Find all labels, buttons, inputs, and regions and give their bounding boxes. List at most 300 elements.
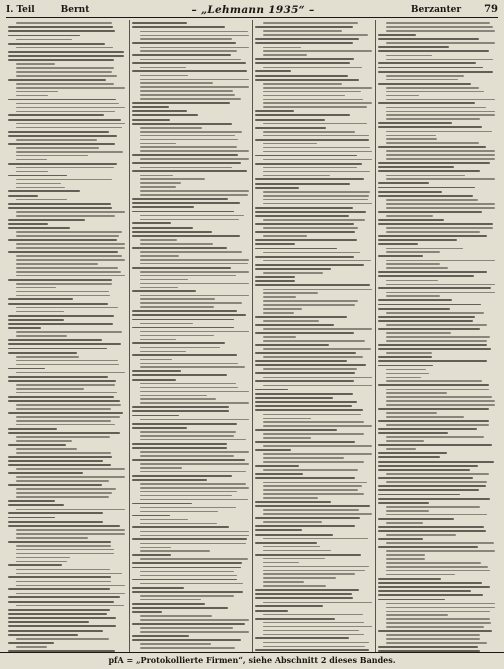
entry-text-line	[132, 526, 229, 528]
entry-text-line	[378, 586, 490, 588]
entry-text-line	[255, 284, 370, 286]
entry-text-line	[255, 207, 353, 209]
entry-text-line	[16, 448, 77, 450]
entry-text-line	[386, 510, 429, 512]
entry-text-line	[378, 320, 473, 322]
entry-text-line	[378, 477, 473, 479]
entry-text-line	[255, 280, 295, 282]
entry-text-line	[386, 107, 486, 109]
entry-text-line	[16, 533, 125, 535]
entry-text-line	[263, 34, 368, 36]
entry-text-line	[255, 449, 291, 451]
entry-text-line	[378, 485, 486, 487]
entry-text-line	[378, 304, 481, 306]
entry-text-line	[255, 344, 329, 346]
entry-text-line	[8, 30, 115, 32]
entry-text-line	[255, 110, 294, 112]
entry-text-line	[8, 239, 117, 241]
entry-text-line	[386, 574, 455, 576]
entry-text-line	[386, 340, 487, 342]
entry-text-line	[386, 642, 487, 644]
entry-text-line	[263, 328, 372, 330]
entry-text-line	[16, 307, 118, 309]
entry-text-line	[140, 571, 234, 573]
entry-text-line	[8, 219, 85, 221]
column-3	[252, 20, 375, 653]
entry-text-line	[386, 332, 451, 334]
entry-text-line	[386, 611, 490, 613]
entry-text-line	[386, 199, 478, 201]
entry-text-line	[386, 392, 447, 394]
entry-text-line	[8, 630, 103, 632]
entry-text-line	[378, 71, 493, 73]
entry-text-line	[140, 543, 246, 545]
entry-text-line	[386, 231, 480, 233]
entry-text-line	[16, 147, 99, 149]
entry-text-line	[255, 211, 366, 213]
entry-text-line	[140, 283, 249, 285]
entry-text-line	[263, 585, 326, 587]
entry-text-line	[386, 135, 436, 137]
entry-text-line	[255, 352, 356, 354]
entry-text-line	[255, 114, 350, 116]
entry-text-line	[255, 597, 353, 599]
entry-text-line	[263, 421, 364, 423]
entry-text-line	[263, 469, 358, 471]
entry-text-line	[140, 190, 249, 192]
entry-text-line	[378, 469, 470, 471]
entry-text-line	[132, 319, 234, 321]
entry-text-line	[263, 614, 363, 616]
entry-text-line	[263, 414, 361, 416]
entry-text-line	[140, 347, 220, 349]
entry-text-line	[378, 299, 452, 301]
entry-text-line	[386, 638, 480, 640]
entry-text-line	[140, 507, 236, 509]
entry-text-line	[378, 582, 482, 584]
entry-text-line	[140, 387, 238, 389]
entry-text-line	[8, 279, 112, 281]
entry-text-line	[8, 625, 116, 627]
entry-text-line	[263, 308, 302, 310]
entry-text-line	[16, 71, 112, 73]
entry-text-line	[378, 62, 476, 64]
entry-text-line	[140, 439, 246, 441]
entry-text-line	[378, 599, 445, 601]
entry-text-line	[255, 429, 337, 431]
entry-text-line	[386, 634, 480, 636]
entry-text-line	[8, 621, 89, 623]
entry-text-line	[132, 54, 231, 56]
entry-text-line	[140, 558, 248, 560]
entry-text-line	[263, 630, 359, 632]
entry-text-line	[386, 203, 495, 205]
column-2	[129, 20, 252, 653]
entry-text-line	[386, 622, 491, 624]
entry-text-line	[16, 331, 122, 333]
entry-text-line	[132, 42, 236, 44]
entry-text-line	[16, 537, 88, 539]
entry-text-line	[263, 453, 372, 455]
entry-text-line	[16, 452, 111, 454]
entry-text-line	[16, 283, 112, 285]
entry-text-line	[16, 187, 65, 189]
entry-text-line	[8, 525, 120, 527]
entry-text-line	[132, 406, 229, 408]
entry-text-line	[16, 440, 72, 442]
entry-text-line	[386, 207, 495, 209]
entry-text-line	[16, 263, 98, 265]
entry-text-line	[140, 135, 235, 137]
entry-text-line	[255, 372, 355, 374]
entry-text-line	[386, 55, 432, 57]
entry-text-line	[16, 364, 119, 366]
entry-text-line	[263, 573, 355, 575]
entry-text-line	[255, 465, 299, 467]
entry-text-line	[140, 182, 181, 184]
entry-text-line	[16, 480, 109, 482]
entry-text-line	[140, 239, 177, 241]
entry-text-line	[386, 79, 458, 81]
entry-text-line	[255, 525, 355, 527]
entry-text-line	[263, 159, 372, 161]
entry-text-line	[255, 360, 347, 362]
entry-text-line	[16, 123, 125, 125]
entry-text-line	[378, 630, 492, 632]
entry-text-line	[263, 30, 342, 32]
entry-text-line	[16, 424, 115, 426]
entry-text-line	[378, 182, 429, 184]
entry-text-line	[386, 26, 493, 28]
entry-text-line	[386, 396, 492, 398]
entry-text-line	[255, 256, 354, 258]
entry-text-line	[140, 287, 178, 289]
entry-text-line	[263, 300, 358, 302]
entry-text-line	[132, 227, 193, 229]
entry-text-line	[140, 615, 212, 617]
entry-text-line	[16, 155, 88, 157]
entry-text-line	[132, 22, 187, 24]
entry-text-line	[16, 638, 109, 640]
entry-text-line	[132, 562, 242, 564]
entry-text-line	[132, 114, 198, 116]
entry-text-line	[8, 588, 110, 590]
entry-text-line	[255, 119, 325, 121]
entry-text-line	[140, 219, 239, 221]
entry-text-line	[140, 471, 246, 473]
entry-text-line	[386, 570, 490, 572]
entry-text-line	[263, 151, 372, 153]
entry-text-line	[378, 223, 493, 225]
entry-text-line	[386, 603, 495, 605]
entry-text-line	[263, 497, 318, 499]
column-4	[375, 20, 498, 653]
entry-text-line	[255, 231, 355, 233]
entry-text-line	[16, 171, 48, 173]
entry-text-line	[8, 564, 62, 566]
entry-text-line	[8, 43, 105, 45]
entry-text-line	[140, 323, 193, 325]
entry-text-line	[140, 451, 249, 453]
entry-text-line	[263, 304, 355, 306]
entry-text-line	[132, 70, 247, 72]
entry-text-line	[140, 35, 249, 37]
entry-text-line	[255, 332, 354, 334]
entry-text-line	[132, 591, 243, 593]
entry-text-line	[378, 211, 482, 213]
entry-text-line	[255, 554, 361, 556]
entry-text-line	[263, 368, 357, 370]
entry-text-line	[263, 191, 370, 193]
entry-text-line	[140, 215, 244, 217]
entry-text-line	[140, 627, 233, 629]
entry-text-line	[378, 122, 452, 124]
entry-text-line	[140, 599, 201, 601]
entry-text-line	[263, 602, 372, 604]
entry-text-line	[140, 398, 216, 400]
page-header	[6, 4, 498, 16]
entry-text-line	[132, 370, 181, 372]
entry-text-line	[8, 303, 108, 305]
entry-text-line	[255, 155, 357, 157]
entry-text-line	[263, 289, 372, 291]
entry-text-line	[8, 613, 107, 615]
entry-text-line	[263, 272, 323, 274]
entry-text-line	[386, 260, 495, 262]
entry-text-line	[132, 211, 234, 213]
entry-text-line	[16, 408, 111, 410]
entry-text-line	[132, 123, 232, 125]
entry-text-line	[386, 154, 495, 156]
entry-text-line	[140, 391, 249, 393]
entry-text-line	[386, 389, 489, 391]
entry-text-line	[386, 400, 495, 402]
entry-text-line	[255, 324, 334, 326]
entry-text-line	[386, 522, 423, 524]
right-running-head: Berzanter	[410, 5, 462, 15]
entry-text-line	[378, 518, 454, 520]
entry-text-line	[140, 127, 202, 129]
entry-text-line	[16, 553, 114, 555]
entry-text-line	[255, 517, 360, 519]
entry-text-line	[378, 348, 491, 350]
entry-text-line	[132, 102, 230, 104]
entry-text-line	[132, 314, 246, 316]
entry-text-line	[263, 22, 358, 24]
entry-text-line	[386, 284, 495, 286]
entry-text-line	[255, 38, 359, 40]
entry-text-line	[16, 179, 112, 181]
page-footer: pfA = „Protokollierte Firmen“, siehe Abschnitt 2 dieses Bandes.	[0, 652, 504, 667]
entry-text-line	[8, 51, 124, 53]
entry-text-line	[386, 30, 495, 32]
entry-text-line	[132, 374, 227, 376]
entry-text-line	[16, 557, 70, 559]
entry-text-line	[386, 295, 440, 297]
entry-text-line	[140, 402, 249, 404]
entry-text-line	[386, 566, 488, 568]
entry-text-line	[378, 255, 423, 257]
entry-text-line	[263, 425, 372, 427]
entry-text-line	[140, 463, 249, 465]
entry-text-line	[8, 456, 112, 458]
entry-text-line	[8, 601, 114, 603]
entry-text-line	[255, 316, 347, 318]
entry-text-line	[16, 561, 67, 563]
entry-text-line	[255, 183, 350, 185]
entry-text-line	[263, 292, 318, 294]
entry-text-line	[255, 58, 354, 60]
entry-text-line	[140, 595, 234, 597]
entry-text-line	[140, 275, 236, 277]
entry-text-line	[263, 385, 372, 387]
entry-text-line	[132, 310, 237, 312]
entry-text-line	[378, 83, 471, 85]
entry-text-line	[16, 372, 125, 374]
entry-text-line	[140, 575, 237, 577]
entry-text-line	[378, 465, 478, 467]
entry-text-line	[378, 365, 433, 367]
entry-text-line	[8, 396, 114, 398]
entry-text-line	[386, 562, 481, 564]
entry-text-line	[263, 167, 357, 169]
entry-text-line	[16, 335, 67, 337]
page-title: – „Lehmann 1935“ –	[191, 4, 315, 16]
entry-text-line	[378, 166, 454, 168]
entry-text-line	[378, 170, 480, 172]
entry-text-line	[140, 583, 243, 585]
entry-text-line	[132, 342, 225, 344]
entry-text-line	[132, 515, 170, 517]
entry-text-line	[140, 167, 232, 169]
entry-text-line	[132, 538, 247, 540]
entry-text-line	[255, 70, 291, 72]
entry-text-line	[8, 319, 64, 321]
entry-text-line	[263, 445, 372, 447]
entry-text-line	[132, 587, 184, 589]
entry-text-line	[140, 31, 248, 33]
entry-text-line	[378, 356, 432, 358]
entry-text-line	[140, 419, 249, 421]
entry-text-line	[263, 131, 355, 133]
entry-text-line	[386, 558, 425, 560]
entry-text-line	[378, 546, 478, 548]
entry-text-line	[378, 243, 418, 245]
entry-text-line	[263, 50, 372, 52]
entry-text-line	[386, 380, 482, 382]
entry-text-line	[386, 554, 425, 556]
entry-text-line	[386, 626, 484, 628]
entry-text-line	[16, 605, 124, 607]
entry-text-line	[8, 617, 116, 619]
entry-text-line	[378, 494, 460, 496]
entry-text-line	[255, 505, 370, 507]
entry-text-line	[263, 312, 294, 314]
entry-columns	[6, 20, 498, 653]
entry-text-line	[8, 368, 45, 370]
entry-text-line	[386, 178, 495, 180]
entry-text-line	[16, 573, 122, 575]
entry-text-line	[386, 131, 492, 133]
entry-text-line	[255, 637, 349, 639]
entry-text-line	[16, 159, 47, 161]
entry-text-line	[386, 618, 490, 620]
entry-text-line	[140, 519, 188, 521]
entry-text-line	[378, 594, 483, 596]
entry-text-line	[140, 643, 211, 645]
entry-text-line	[16, 22, 112, 24]
entry-text-line	[132, 639, 241, 641]
entry-text-line	[132, 327, 234, 329]
entry-text-line	[255, 397, 333, 399]
entry-text-line	[378, 452, 447, 454]
entry-text-line	[132, 290, 196, 292]
entry-text-line	[16, 545, 111, 547]
entry-text-line	[132, 198, 228, 200]
entry-text-line	[386, 448, 416, 450]
entry-text-line	[8, 99, 116, 101]
entry-text-line	[16, 67, 114, 69]
entry-text-line	[8, 348, 107, 350]
entry-text-line	[8, 227, 70, 229]
entry-text-line	[386, 292, 495, 294]
entry-text-line	[255, 380, 354, 382]
entry-text-line	[378, 67, 483, 69]
entry-text-line	[255, 75, 348, 77]
entry-text-line	[132, 222, 171, 224]
entry-text-line	[16, 167, 114, 169]
entry-text-line	[386, 607, 495, 609]
entry-text-line	[386, 87, 479, 89]
entry-text-line	[263, 123, 367, 125]
entry-text-line	[140, 38, 232, 40]
entry-text-line	[140, 351, 186, 353]
entry-text-line	[255, 441, 355, 443]
entry-text-line	[132, 154, 238, 156]
entry-text-line	[378, 432, 448, 434]
entry-text-line	[8, 412, 123, 414]
entry-text-line	[386, 59, 493, 61]
entry-text-line	[16, 255, 122, 257]
entry-text-line	[140, 47, 249, 49]
entry-text-line	[8, 343, 121, 345]
entry-text-line	[132, 415, 179, 417]
entry-text-line	[140, 259, 249, 261]
entry-text-line	[263, 106, 367, 108]
entry-text-line	[386, 550, 495, 552]
entry-text-line	[8, 428, 57, 430]
entry-text-line	[16, 183, 61, 185]
entry-text-line	[16, 107, 125, 109]
entry-text-line	[140, 298, 215, 300]
entry-text-line	[140, 359, 172, 361]
entry-text-line	[263, 521, 322, 523]
entry-text-line	[140, 335, 214, 337]
entry-text-line	[386, 75, 464, 77]
entry-text-line	[255, 477, 355, 479]
entry-text-line	[255, 534, 333, 536]
entry-text-line	[378, 526, 484, 528]
entry-text-line	[16, 420, 111, 422]
entry-text-line	[140, 619, 249, 621]
entry-text-line	[8, 223, 48, 225]
entry-text-line	[8, 500, 55, 502]
entry-text-line	[8, 352, 77, 354]
entry-text-line	[378, 219, 444, 221]
entry-text-line	[132, 567, 241, 569]
entry-text-line	[8, 55, 124, 57]
entry-text-line	[140, 647, 235, 649]
